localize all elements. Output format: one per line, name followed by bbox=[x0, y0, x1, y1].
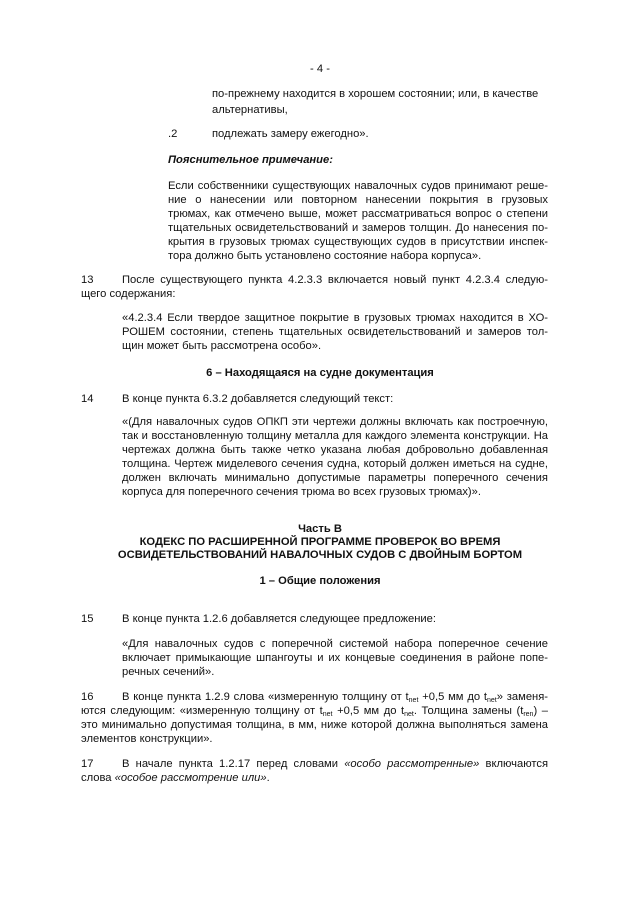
quote-line: РОШЕМ состоянии, степень тщательных освидетельствований и замеров тол- bbox=[122, 326, 548, 338]
paragraph-line: В конце пункта 6.3.2 добавляется следующий текст: bbox=[122, 393, 394, 405]
paragraph-line: После существующего пункта 4.2.3.3 включается новый пункт 4.2.3.4 следую- bbox=[122, 274, 548, 286]
paragraph-line: слова «особое рассмотрение или». bbox=[81, 772, 270, 784]
quote-line: «Для навалочных судов с поперечной системой набора поперечное сечение bbox=[122, 638, 548, 650]
note-line: крытия в грузовых трюмах существующих судов в присутствии инспек- bbox=[168, 236, 548, 248]
quote-line: должен включать минимально допустимые параметры поперечного сечения bbox=[122, 472, 548, 484]
paragraph-number: 15 bbox=[81, 613, 94, 625]
quote-line: речных сечений». bbox=[122, 666, 215, 678]
paragraph-number: 13 bbox=[81, 274, 94, 286]
paragraph-line: это минимально допустимая толщина, в мм, ниже которой должна выполняться замена bbox=[81, 719, 548, 731]
paragraph-line: ются следующим: «измеренную толщину от $t_{net} +0,5$ мм до $t_{net}$. Толщина замены $(t_{ren})$ – bbox=[81, 705, 548, 718]
note-line: ние о нанесении или повторном нанесении покрытия в грузовых bbox=[168, 194, 548, 206]
section-heading: 1 – Общие положения bbox=[259, 575, 381, 587]
paragraph-line: альтернативы, bbox=[212, 104, 288, 116]
paragraph-line: щего содержания: bbox=[81, 288, 176, 300]
paragraph-line: В конце пункта 1.2.9 слова «измеренную толщину от $t_{net} +0,5$ мм до $t_{net}$» заменя- bbox=[122, 691, 549, 704]
quote-line: «4.2.3.4 Если твердое защитное покрытие в грузовых трюмах находится в ХО- bbox=[122, 312, 548, 324]
paragraph-number: 16 bbox=[81, 691, 94, 703]
paragraph-line: по-прежнему находится в хорошем состоянии; или, в качестве bbox=[212, 88, 539, 100]
page-number: - 4 - bbox=[310, 63, 330, 75]
note-line: тщательных освидетельствований и замеров толщин. До нанесения по- bbox=[168, 222, 548, 234]
note-line: Если собственники существующих навалочных судов принимают реше- bbox=[168, 180, 548, 192]
quote-line: «(Для навалочных судов ОПКП эти чертежи должны включать как построечную, bbox=[122, 416, 548, 428]
quote-line: толщина. Чертеж миделевого сечения судна, который должен иметься на судне, bbox=[122, 458, 548, 470]
paragraph-line: В начале пункта 1.2.17 перед словами «особо рассмотренные» включаются bbox=[122, 758, 548, 770]
part-heading: Часть B bbox=[298, 523, 342, 535]
paragraph-number: 14 bbox=[81, 393, 94, 405]
item-number: .2 bbox=[168, 128, 178, 140]
note-line: тора должно быть установлено состояние набора корпуса». bbox=[168, 250, 482, 262]
quote-line: чертежах должна быть также четко указана любая добровольно добавленная bbox=[122, 444, 548, 456]
code-title-line: КОДЕКС ПО РАСШИРЕННОЙ ПРОГРАММЕ ПРОВЕРОК ВО ВРЕМЯ bbox=[139, 536, 501, 548]
quote-line: включает примыкающие шпангоуты и их концевые соединения в районе попе- bbox=[122, 652, 548, 664]
paragraph-line: элементов конструкции». bbox=[81, 733, 213, 745]
note-line: трюмах, как отмечено выше, может рассматриваться вопрос о степени bbox=[168, 208, 548, 220]
code-title-line: ОСВИДЕТЕЛЬСТВОВАНИЙ НАВАЛОЧНЫХ СУДОВ С ДВОЙНЫМ БОРТОМ bbox=[117, 549, 523, 561]
section-heading: 6 – Находящаяся на судне документация bbox=[206, 367, 434, 379]
quote-line: корпуса для поперечного сечения трюма во всех грузовых трюмах)». bbox=[122, 486, 481, 498]
note-heading: Пояснительное примечание: bbox=[168, 154, 333, 166]
quote-line: так и восстановленную толщину металла для каждого элемента конструкции. На bbox=[122, 430, 548, 442]
paragraph-number: 17 bbox=[81, 758, 94, 770]
item-text: подлежать замеру ежегодно». bbox=[212, 128, 369, 140]
paragraph-line: В конце пункта 1.2.6 добавляется следующее предложение: bbox=[122, 613, 437, 625]
quote-line: щин может быть рассмотрена особо». bbox=[122, 340, 322, 352]
